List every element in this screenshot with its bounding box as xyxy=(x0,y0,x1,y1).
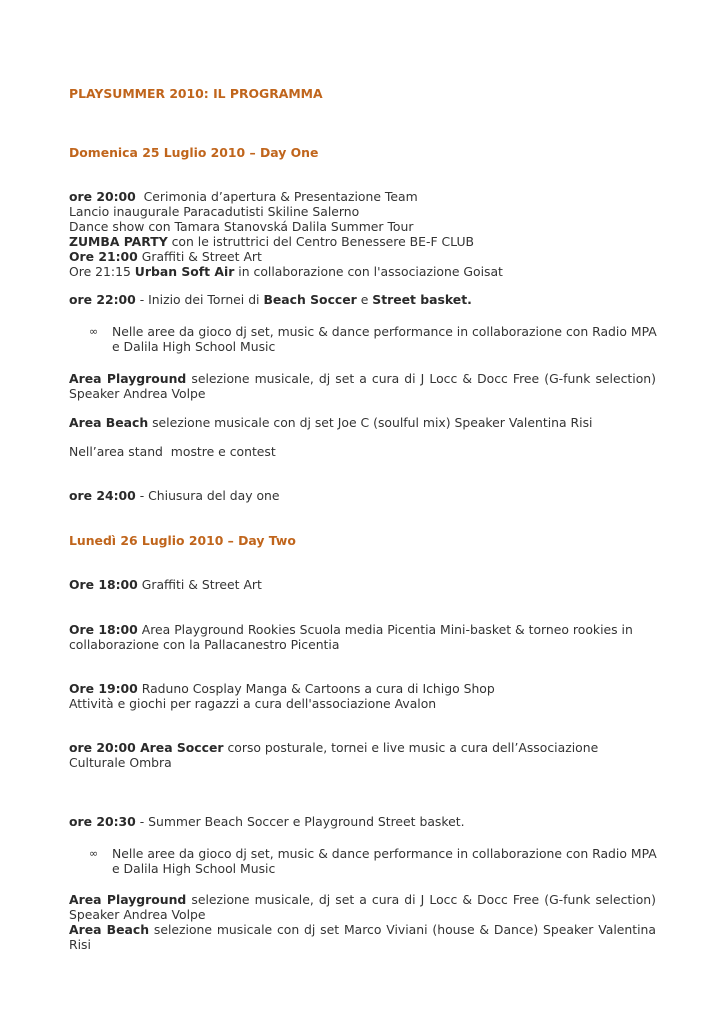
schedule-line xyxy=(69,814,656,829)
time-label: ore 24:00 xyxy=(69,488,136,503)
schedule-line xyxy=(69,234,656,249)
area-name: Area Playground xyxy=(69,371,187,386)
day-one-heading: Domenica 25 Luglio 2010 – Day One xyxy=(69,145,319,160)
area-beach-paragraph xyxy=(69,415,656,430)
area-name: Area Beach xyxy=(69,415,149,430)
area-text: selezione musicale, dj set a cura di J Locc & Docc Free (G-funk selection) Speaker Andrea Volpe xyxy=(69,371,656,401)
schedule-line: Attività e giochi per ragazzi a cura dell'associazione Avalon xyxy=(69,696,437,711)
event-name: ZUMBA PARTY xyxy=(69,234,168,249)
event-name: Urban Soft Air xyxy=(134,264,235,279)
schedule-paragraph xyxy=(69,681,656,711)
event-text: in collaborazione con l'associazione Goisat xyxy=(234,264,503,279)
area-soccer-paragraph xyxy=(69,740,656,770)
area-name: Area Playground xyxy=(69,892,187,907)
document-title: PLAYSUMMER 2010: IL PROGRAMMA xyxy=(69,86,323,101)
infinity-bullet-icon: ∞ xyxy=(89,847,99,860)
event-text: Graffiti & Street Art xyxy=(137,577,262,592)
schedule-paragraph xyxy=(69,622,656,652)
time-label: ore 20:30 xyxy=(69,814,136,829)
time-label: Ore 18:00 xyxy=(69,577,138,592)
schedule-line xyxy=(69,577,656,592)
bullet-text: Nelle aree da gioco dj set, music & dance performance in collaborazione con Radio MPA e Dalila High School Music xyxy=(112,846,657,876)
event-name: Beach Soccer xyxy=(263,292,357,307)
event-text: - Chiusura del day one xyxy=(135,488,280,503)
schedule-line xyxy=(69,249,656,264)
tournament-start-line xyxy=(69,292,656,307)
area-text: selezione musicale con dj set Marco Viviani (house & Dance) Speaker Valentina Risi xyxy=(69,922,656,952)
event-text: - Summer Beach Soccer e Playground Street basket. xyxy=(135,814,465,829)
event-text: corso posturale, tornei e live music a cura dell’Associazione Culturale Ombra xyxy=(69,740,599,770)
day-two-heading: Lunedì 26 Luglio 2010 – Day Two xyxy=(69,533,296,548)
area-playground-paragraph xyxy=(69,892,656,922)
time-label: ore 22:00 xyxy=(69,292,136,307)
schedule-line xyxy=(69,189,656,204)
event-text: - Inizio dei Tornei di xyxy=(135,292,264,307)
infinity-bullet-icon: ∞ xyxy=(89,325,99,338)
area-beach-paragraph xyxy=(69,922,656,952)
event-text: Graffiti & Street Art xyxy=(137,249,262,264)
time-label: Ore 18:00 xyxy=(69,622,138,637)
stand-paragraph: Nell’area stand mostre e contest xyxy=(69,444,276,459)
area-name: Area Beach xyxy=(69,922,150,937)
event-text: con le istruttrici del Centro Benessere BE-F CLUB xyxy=(167,234,475,249)
schedule-line: Dance show con Tamara Stanovská Dalila Summer Tour xyxy=(69,219,414,234)
area-playground-paragraph xyxy=(69,371,656,401)
day-one-schedule-block xyxy=(69,189,656,279)
area-text: selezione musicale con dj set Joe C (soulful mix) Speaker Valentina Risi xyxy=(148,415,593,430)
time-label: Ore 21:15 xyxy=(69,264,135,279)
event-text: Area Playground Rookies Scuola media Picentia Mini-basket & torneo rookies in collaborazione con la Pallacanestro Picentia xyxy=(69,622,633,652)
schedule-line xyxy=(69,681,656,696)
bullet-text: Nelle aree da gioco dj set, music & dance performance in collaborazione con Radio MPA e Dalila High School Music xyxy=(112,324,657,354)
event-text: e xyxy=(356,292,373,307)
time-label: Ore 21:00 xyxy=(69,249,138,264)
schedule-line: Lancio inaugurale Paracadutisti Skiline Salerno xyxy=(69,204,360,219)
event-name: Street basket. xyxy=(372,292,472,307)
event-text: Cerimonia d’apertura & Presentazione Team xyxy=(135,189,418,204)
time-label: ore 20:00 Area Soccer xyxy=(69,740,224,755)
schedule-line xyxy=(69,264,656,279)
area-text: selezione musicale, dj set a cura di J Locc & Docc Free (G-funk selection) Speaker Andrea Volpe xyxy=(69,892,656,922)
time-label: Ore 19:00 xyxy=(69,681,138,696)
time-label: ore 20:00 xyxy=(69,189,136,204)
event-text: Raduno Cosplay Manga & Cartoons a cura di Ichigo Shop xyxy=(137,681,495,696)
closing-line xyxy=(69,488,656,503)
